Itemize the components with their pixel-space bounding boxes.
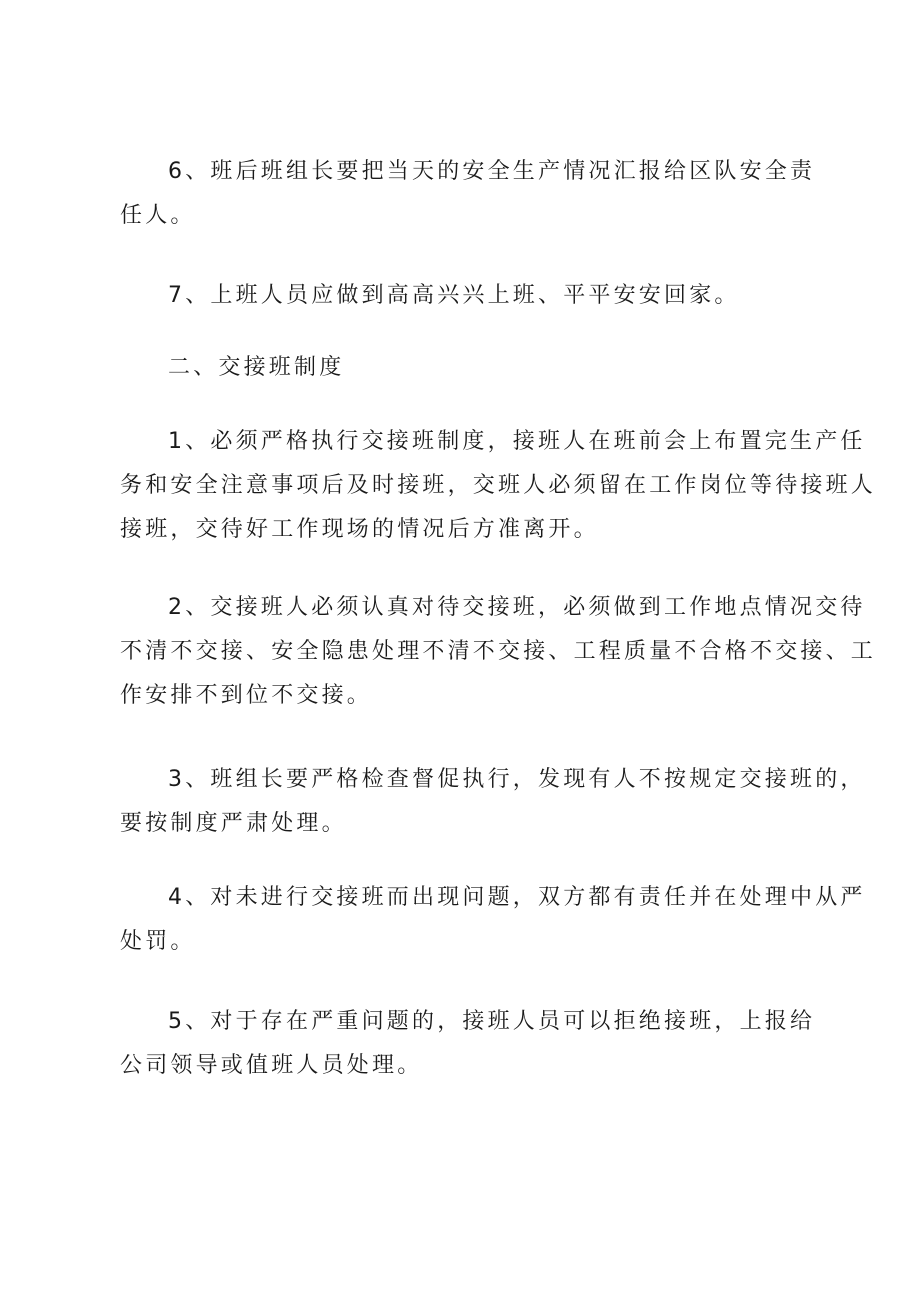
text-line: 不清不交接、安全隐患处理不清不交接、工程质量不合格不交接、工	[120, 639, 877, 664]
text-line: 作安排不到位不交接。	[120, 683, 373, 708]
text-line: 5、对于存在严重问题的，接班人员可以拒绝接班，上报给	[168, 1009, 816, 1034]
paragraph-item-7	[120, 274, 820, 318]
text-line: 务和安全注意事项后及时接班，交班人必须留在工作岗位等待接班人	[120, 473, 877, 498]
text-line: 7、上班人员应做到高高兴兴上班、平平安安回家。	[168, 283, 740, 308]
paragraph-item-6	[120, 150, 820, 238]
text-line: 2、交接班人必须认真对待交接班，必须做到工作地点情况交待	[168, 595, 866, 620]
paragraph-item-1	[120, 420, 877, 552]
paragraph-item-3	[120, 758, 866, 846]
paragraph-item-2	[120, 586, 877, 718]
text-line: 接班，交待好工作现场的情况后方准离开。	[120, 517, 599, 542]
text-line: 4、对未进行交接班而出现问题，双方都有责任并在处理中从严	[168, 885, 866, 910]
text-line: 1、必须严格执行交接班制度，接班人在班前会上布置完生产任	[168, 429, 866, 454]
text-line: 公司领导或值班人员处理。	[120, 1053, 423, 1078]
text-line: 3、班组长要严格检查督促执行，发现有人不按规定交接班的，	[168, 767, 866, 792]
text-line: 要按制度严肃处理。	[120, 811, 347, 836]
text-line: 6、班后班组长要把当天的安全生产情况汇报给区队安全责	[168, 159, 816, 184]
section-heading	[120, 346, 820, 390]
text-line: 二、交接班制度	[168, 355, 345, 380]
text-line: 处罚。	[120, 929, 196, 954]
text-line: 任人。	[120, 203, 196, 228]
paragraph-item-5	[120, 1000, 820, 1088]
paragraph-item-4	[120, 876, 866, 964]
